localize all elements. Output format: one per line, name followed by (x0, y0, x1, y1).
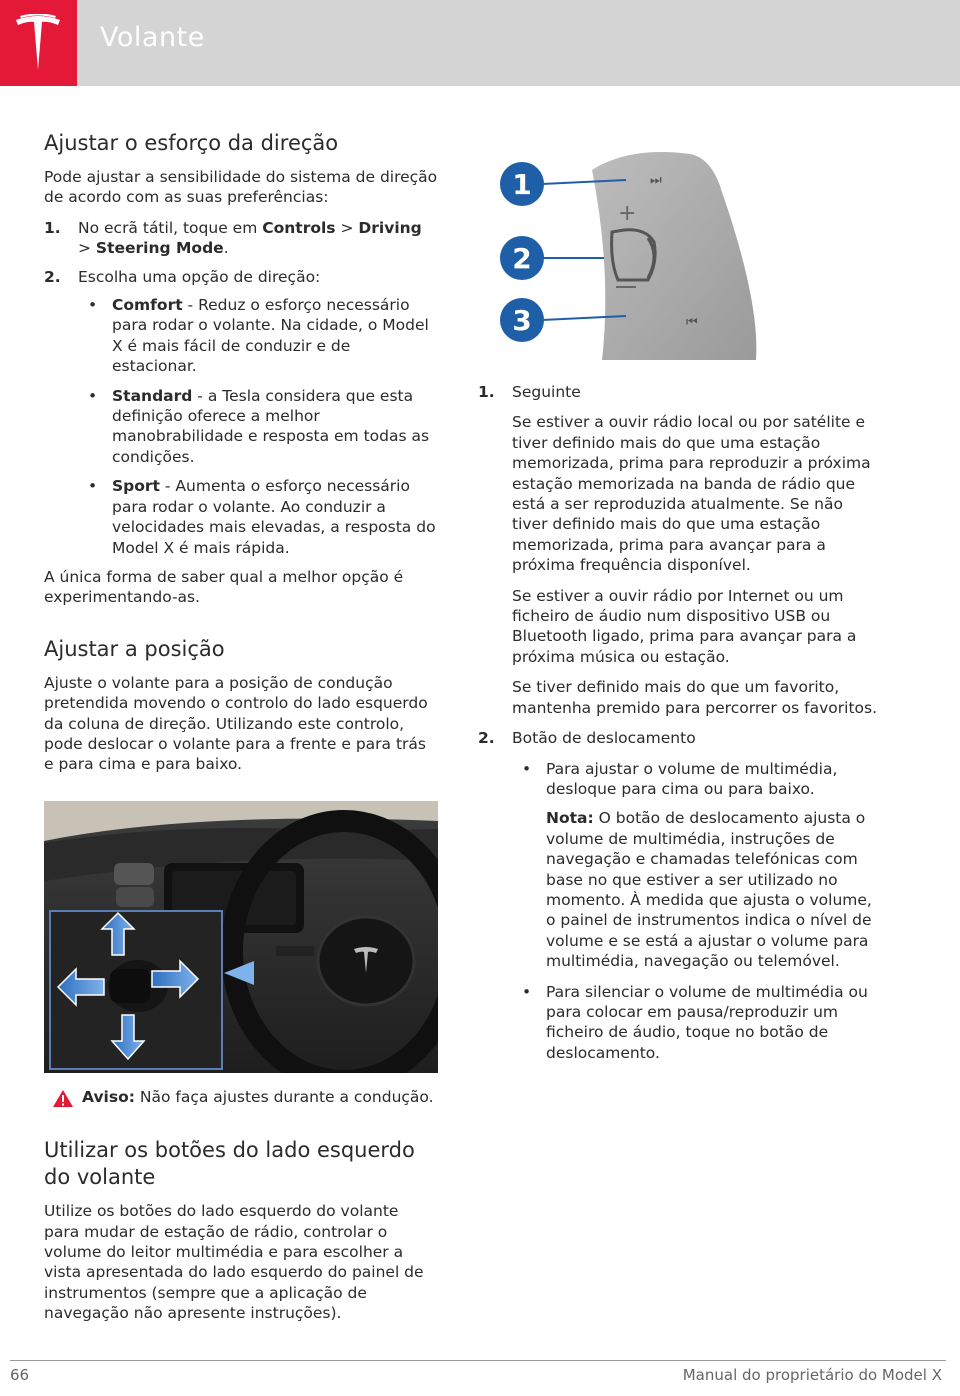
note-label: Nota: (546, 809, 594, 828)
option-label: Standard (112, 386, 193, 405)
svg-text:⏮: ⏮ (686, 315, 698, 330)
item-next (478, 382, 878, 402)
note-text: O botão de deslocamento ajusta o volume de multimédia, instruções de navegação e chamadas telefónicas com base no que estiver a ser utilizado no momento. À medida que ajusta o volume, o painel de instrumentos indica o nível de volume e se está a ajustar o volume para multimédia, navegação ou telemóvel. (546, 809, 872, 971)
brand-logo (0, 0, 77, 86)
separator: > (78, 239, 96, 258)
scroll-note (478, 808, 878, 971)
next-paragraph-2: Se estiver a ouvir rádio por Internet ou um ficheiro de áudio num dispositivo USB ou Bluetooth ligado, prima para avançar para a próxima música ou estação. (512, 586, 857, 666)
step-2 (44, 267, 438, 287)
section-heading-left-buttons: Utilizar os botões do lado esquerdo do volante (44, 1138, 415, 1190)
page-number: 66 (10, 1366, 30, 1384)
warning-label: Aviso: (82, 1087, 135, 1106)
option-label: Comfort (112, 296, 183, 315)
menu-path-controls: Controls (262, 218, 336, 237)
left-buttons-text: Utilize os botões do lado esquerdo do volante para mudar de estação de rádio, controlar o volume do leitor multimédia e para escolher a vista apresentada do lado esquerdo do painel de instrumentos (sempre que a aplicação de navegação não apresente instruções). (44, 1202, 424, 1323)
step-text: No ecrã tátil, toque em (78, 218, 263, 237)
warning-icon (52, 1089, 74, 1108)
left-buttons-diagram (500, 152, 770, 364)
section-heading-steering-effort: Ajustar o esforço da direção (44, 131, 339, 155)
page-title: Volante (100, 22, 205, 53)
bullet-text: Para ajustar o volume de multimédia, desloque para cima ou para baixo. (546, 759, 838, 798)
warning-text: Não faça ajustes durante a condução. (134, 1087, 434, 1106)
position-text: Ajuste o volante para a posição de condução pretendida movendo o controlo do lado esquerdo da coluna de direção. Utilizando este controlo, pode deslocar o volante para a frente e para trás e para cima e para baixo. (44, 673, 428, 774)
manual-name: Manual do proprietário do Model X (682, 1366, 942, 1384)
bullet-dot: • (88, 386, 98, 405)
step-text: Escolha uma opção de direção: (78, 267, 321, 286)
option-comfort (78, 295, 438, 377)
scroll-bullet-mute (512, 982, 878, 1064)
item-title: Seguinte (512, 383, 581, 401)
item-title: Botão de deslocamento (512, 729, 696, 748)
section-heading-position: Ajustar a posição (44, 636, 225, 661)
step-number: 1. (44, 218, 61, 237)
step-1 (44, 218, 438, 259)
bullet-text: Para silenciar o volume de multimédia ou para colocar em pausa/reproduzir um ficheiro de áudio, toque no botão de deslocamento. (546, 982, 868, 1062)
option-text: - Aumenta o esforço necessário para rodar o volante. Ao conduzir a velocidades mais elevadas, a resposta do Model X é mais rápida. (112, 477, 436, 557)
item-number: 2. (478, 729, 495, 748)
item-scroll-button (478, 728, 878, 748)
bullet-dot: • (522, 982, 532, 1001)
bullet-dot: • (88, 296, 98, 315)
step-number: 2. (44, 267, 61, 286)
bullet-dot: • (88, 477, 98, 496)
option-standard (78, 386, 438, 468)
callout-2: 2 (512, 242, 532, 275)
option-text: - a Tesla considera que esta definição oferece a melhor manobrabilidade e resposta em todas as condições. (112, 386, 430, 466)
next-paragraph-3: Se tiver definido mais do que um favorito, mantenha premido para percorrer os favoritos. (512, 678, 878, 717)
callout-3: 3 (512, 304, 532, 337)
option-sport (78, 476, 438, 558)
item-number: 1. (478, 383, 495, 401)
scroll-bullet-volume (512, 759, 878, 800)
steering-effort-intro: Pode ajustar a sensibilidade do sistema de direção de acordo com as suas preferências: (44, 168, 438, 207)
svg-text:⏭: ⏭ (650, 173, 662, 188)
footer-divider (10, 1360, 946, 1361)
option-text: - Reduz o esforço necessário para rodar o volante. Na cidade, o Model X é mais fácil de conduzir e de estacionar. (112, 296, 429, 376)
left-column (44, 130, 438, 1334)
svg-text:+: + (618, 201, 637, 226)
callout-1: 1 (512, 168, 532, 201)
menu-path-steering-mode: Steering Mode (95, 239, 224, 258)
tesla-logo-icon (14, 14, 62, 72)
warning-note (44, 1087, 438, 1107)
period: . (223, 239, 229, 258)
steering-effort-outro: A única forma de saber qual a melhor opção é experimentando-as. (44, 567, 404, 607)
option-label: Sport (112, 477, 160, 496)
separator: > (335, 218, 359, 237)
bullet-dot: • (522, 759, 532, 778)
page-header (0, 0, 960, 86)
steering-column-photo (44, 801, 438, 1073)
next-paragraph-1: Se estiver a ouvir rádio local ou por satélite e tiver definido mais do que uma estação memorizada, prima para reproduzir a próxima estação memorizada na banda de rádio que está a ser reproduzida atualmente. Se não tiver definido mais do que uma estação memorizada, prima para avançar para a próxima frequência disponível. (512, 413, 871, 575)
right-column (478, 382, 878, 1072)
menu-path-driving: Driving (358, 218, 422, 237)
